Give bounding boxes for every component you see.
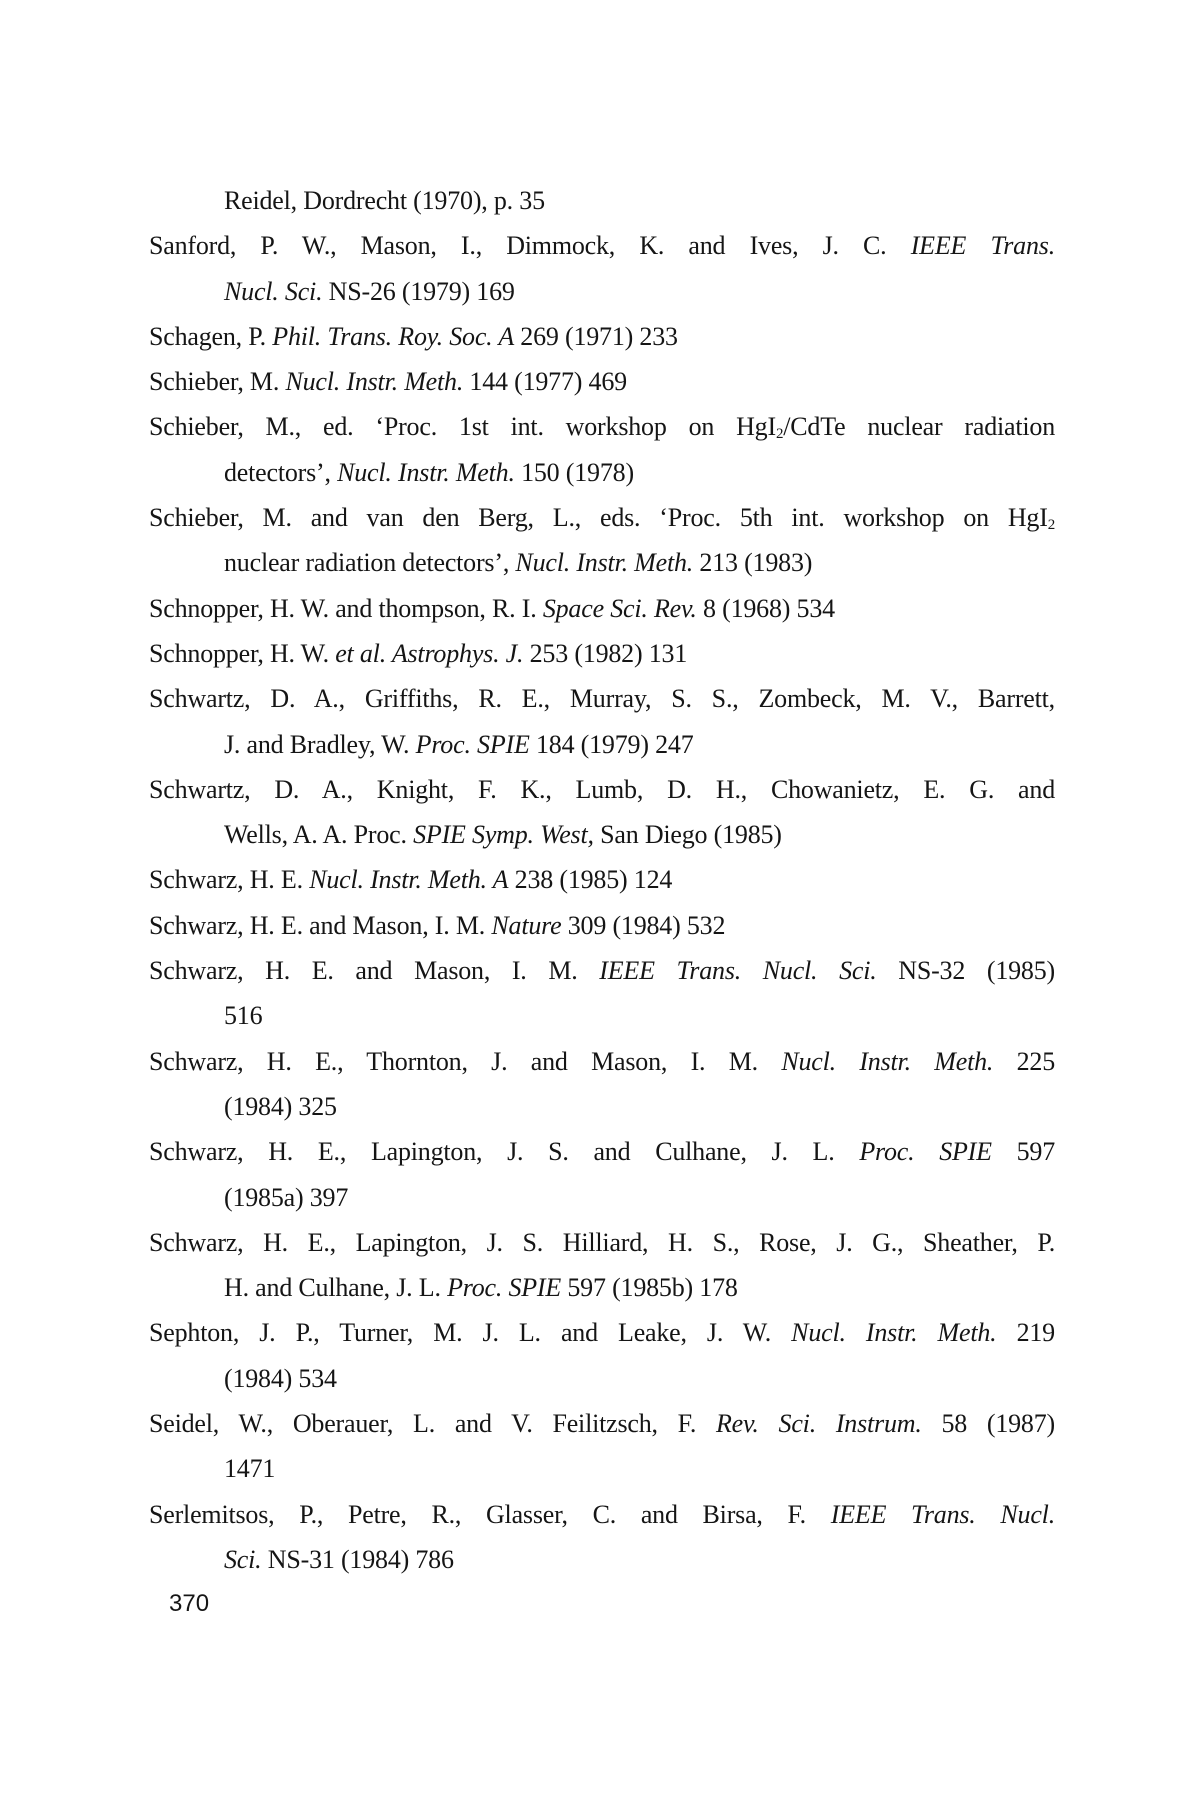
reference-line bbox=[149, 1220, 1055, 1265]
reference-entry bbox=[149, 857, 1055, 902]
reference-text: Schwarz, H. E. and Mason, I. M. bbox=[149, 910, 492, 940]
reference-text: NS-31 (1984) 786 bbox=[261, 1544, 454, 1574]
reference-text: Schieber, M., ed. ‘Proc. 1st int. workshop on HgI bbox=[149, 412, 776, 442]
reference-entry bbox=[149, 767, 1055, 858]
reference-text: NS-32 (1985) bbox=[876, 956, 1055, 986]
reference-text: (1984) 534 bbox=[224, 1363, 337, 1393]
reference-line bbox=[149, 676, 1055, 721]
subscript: 2 bbox=[775, 426, 784, 443]
reference-line bbox=[149, 586, 1055, 631]
reference-entry bbox=[149, 404, 1055, 495]
reference-text: Schnopper, H. W. bbox=[149, 638, 336, 668]
reference-line bbox=[149, 1084, 1055, 1129]
reference-line bbox=[149, 1310, 1055, 1355]
reference-text: 184 (1979) 247 bbox=[529, 729, 694, 759]
reference-text: 238 (1985) 124 bbox=[508, 865, 673, 895]
reference-text: Sephton, J. P., Turner, M. J. L. and Leake, J. W. bbox=[149, 1318, 792, 1348]
reference-entry bbox=[149, 1039, 1055, 1130]
reference-line bbox=[149, 178, 1055, 223]
reference-line bbox=[149, 1129, 1055, 1174]
reference-text: 516 bbox=[224, 1001, 263, 1031]
journal-title: Nucl. Instr. Meth. bbox=[285, 367, 464, 397]
reference-text: Schwarz, H. E. and Mason, I. M. bbox=[149, 956, 600, 986]
journal-title: IEEE Trans. Nucl. bbox=[830, 1499, 1055, 1529]
reference-line bbox=[149, 269, 1055, 314]
reference-line bbox=[149, 631, 1055, 676]
reference-line bbox=[149, 1175, 1055, 1220]
reference-text: Schieber, M. bbox=[149, 367, 286, 397]
reference-line bbox=[149, 1039, 1055, 1084]
reference-entry bbox=[149, 1129, 1055, 1220]
reference-entry bbox=[149, 631, 1055, 676]
journal-title: IEEE Trans. Nucl. Sci. bbox=[599, 956, 877, 986]
reference-text: 309 (1984) 532 bbox=[561, 910, 726, 940]
reference-entry bbox=[149, 314, 1055, 359]
reference-text: 597 bbox=[991, 1137, 1055, 1167]
reference-line bbox=[149, 359, 1055, 404]
journal-title: Nucl. Instr. Meth. A bbox=[309, 865, 509, 895]
reference-text: Serlemitsos, P., Petre, R., Glasser, C. and Birsa, F. bbox=[149, 1499, 831, 1529]
reference-line bbox=[149, 450, 1055, 495]
reference-text: Schwartz, D. A., Knight, F. K., Lumb, D. H., Chowanietz, E. G. and bbox=[149, 774, 1055, 804]
page-number: 370 bbox=[169, 1590, 210, 1617]
subscript: 2 bbox=[1047, 517, 1055, 534]
reference-entry bbox=[149, 1401, 1055, 1492]
reference-text: Schwarz, H. E., Lapington, J. S. Hilliard, H. S., Rose, J. G., Sheather, P. bbox=[149, 1227, 1055, 1257]
reference-text: 219 bbox=[996, 1318, 1055, 1348]
reference-entry bbox=[149, 903, 1055, 948]
reference-text: Schwarz, H. E., Thornton, J. and Mason, I. M. bbox=[149, 1046, 782, 1076]
reference-text: 253 (1982) 131 bbox=[523, 638, 688, 668]
reference-text: /CdTe nuclear radiation bbox=[783, 412, 1055, 442]
reference-line bbox=[149, 223, 1055, 268]
reference-text: (1985a) 397 bbox=[224, 1182, 349, 1212]
reference-entry bbox=[149, 948, 1055, 1039]
reference-line bbox=[149, 314, 1055, 359]
journal-title: Nucl. Sci. bbox=[224, 276, 323, 306]
reference-line bbox=[149, 1265, 1055, 1310]
journal-title: Proc. SPIE bbox=[859, 1137, 992, 1167]
reference-line bbox=[149, 404, 1055, 449]
reference-entry bbox=[149, 1310, 1055, 1401]
reference-text: Schagen, P. bbox=[149, 321, 273, 351]
reference-entry bbox=[149, 359, 1055, 404]
journal-title: Phil. Trans. Roy. Soc. A bbox=[272, 321, 514, 351]
reference-list bbox=[149, 178, 1055, 1582]
journal-title: Proc. SPIE bbox=[415, 729, 530, 759]
reference-text: 213 (1983) bbox=[693, 548, 813, 578]
reference-text: NS-26 (1979) 169 bbox=[322, 276, 515, 306]
reference-text: 58 (1987) bbox=[921, 1409, 1055, 1439]
journal-title: Rev. Sci. Instrum. bbox=[715, 1409, 922, 1439]
reference-line bbox=[149, 903, 1055, 948]
reference-line bbox=[149, 857, 1055, 902]
reference-text: 144 (1977) 469 bbox=[463, 367, 627, 397]
reference-line bbox=[149, 540, 1055, 585]
reference-line bbox=[149, 1356, 1055, 1401]
reference-text: Wells, A. A. Proc. bbox=[224, 820, 414, 850]
journal-title: Sci. bbox=[224, 1544, 262, 1574]
reference-text: San Diego (1985) bbox=[593, 820, 782, 850]
reference-line bbox=[149, 1537, 1055, 1582]
journal-title: Nucl. Instr. Meth. bbox=[781, 1046, 994, 1076]
reference-line bbox=[149, 495, 1055, 540]
reference-text: J. and Bradley, W. bbox=[224, 729, 416, 759]
journal-title: Space Sci. Rev. bbox=[542, 593, 697, 623]
reference-line bbox=[149, 1492, 1055, 1537]
reference-text: Seidel, W., Oberauer, L. and V. Feilitzsch, F. bbox=[149, 1409, 716, 1439]
reference-line bbox=[149, 812, 1055, 857]
reference-line bbox=[149, 722, 1055, 767]
reference-text: 597 (1985b) 178 bbox=[561, 1273, 738, 1303]
reference-text: Schwarz, H. E. bbox=[149, 865, 310, 895]
reference-line bbox=[149, 948, 1055, 993]
journal-title: SPIE Symp. West, bbox=[413, 820, 594, 850]
journal-title: Nucl. Instr. Meth. bbox=[791, 1318, 997, 1348]
reference-text: Reidel, Dordrecht (1970), p. 35 bbox=[224, 186, 545, 215]
reference-text: Sanford, P. W., Mason, I., Dimmock, K. and Ives, J. C. bbox=[149, 231, 911, 261]
reference-text: 1471 bbox=[224, 1454, 276, 1484]
reference-entry bbox=[149, 676, 1055, 767]
reference-text: detectors’, bbox=[224, 457, 338, 487]
reference-line bbox=[149, 767, 1055, 812]
reference-line bbox=[149, 1401, 1055, 1446]
journal-title: Proc. SPIE bbox=[447, 1273, 562, 1303]
journal-title: Nucl. Instr. Meth. bbox=[337, 457, 515, 487]
journal-title: et al. Astrophys. J. bbox=[335, 638, 524, 668]
journal-title: IEEE Trans. bbox=[910, 231, 1055, 261]
reference-text: 269 (1971) 233 bbox=[514, 321, 678, 351]
journal-title: Nature bbox=[491, 910, 562, 940]
reference-entry bbox=[149, 223, 1055, 314]
reference-entry bbox=[149, 1220, 1055, 1311]
journal-title: Nucl. Instr. Meth. bbox=[515, 548, 694, 578]
reference-line bbox=[149, 1446, 1055, 1491]
reference-text: H. and Culhane, J. L. bbox=[224, 1273, 448, 1303]
reference-text: (1984) 325 bbox=[224, 1091, 337, 1121]
reference-entry bbox=[149, 495, 1055, 586]
reference-text: 8 (1968) 534 bbox=[696, 593, 835, 623]
reference-entry bbox=[149, 1492, 1055, 1583]
reference-text: nuclear radiation detectors’, bbox=[224, 548, 516, 578]
reference-text: 150 (1978) bbox=[514, 457, 634, 487]
reference-text: Schieber, M. and van den Berg, L., eds. ‘Proc. 5th int. workshop on HgI bbox=[149, 503, 1048, 533]
reference-text: Schwartz, D. A., Griffiths, R. E., Murray, S. S., Zombeck, M. V., Barrett, bbox=[149, 684, 1055, 714]
reference-text: Schwarz, H. E., Lapington, J. S. and Culhane, J. L. bbox=[149, 1137, 860, 1167]
reference-entry bbox=[149, 178, 1055, 223]
reference-text: 225 bbox=[993, 1046, 1055, 1076]
reference-entry bbox=[149, 586, 1055, 631]
reference-text: Schnopper, H. W. and thompson, R. I. bbox=[149, 593, 543, 623]
reference-line bbox=[149, 993, 1055, 1038]
